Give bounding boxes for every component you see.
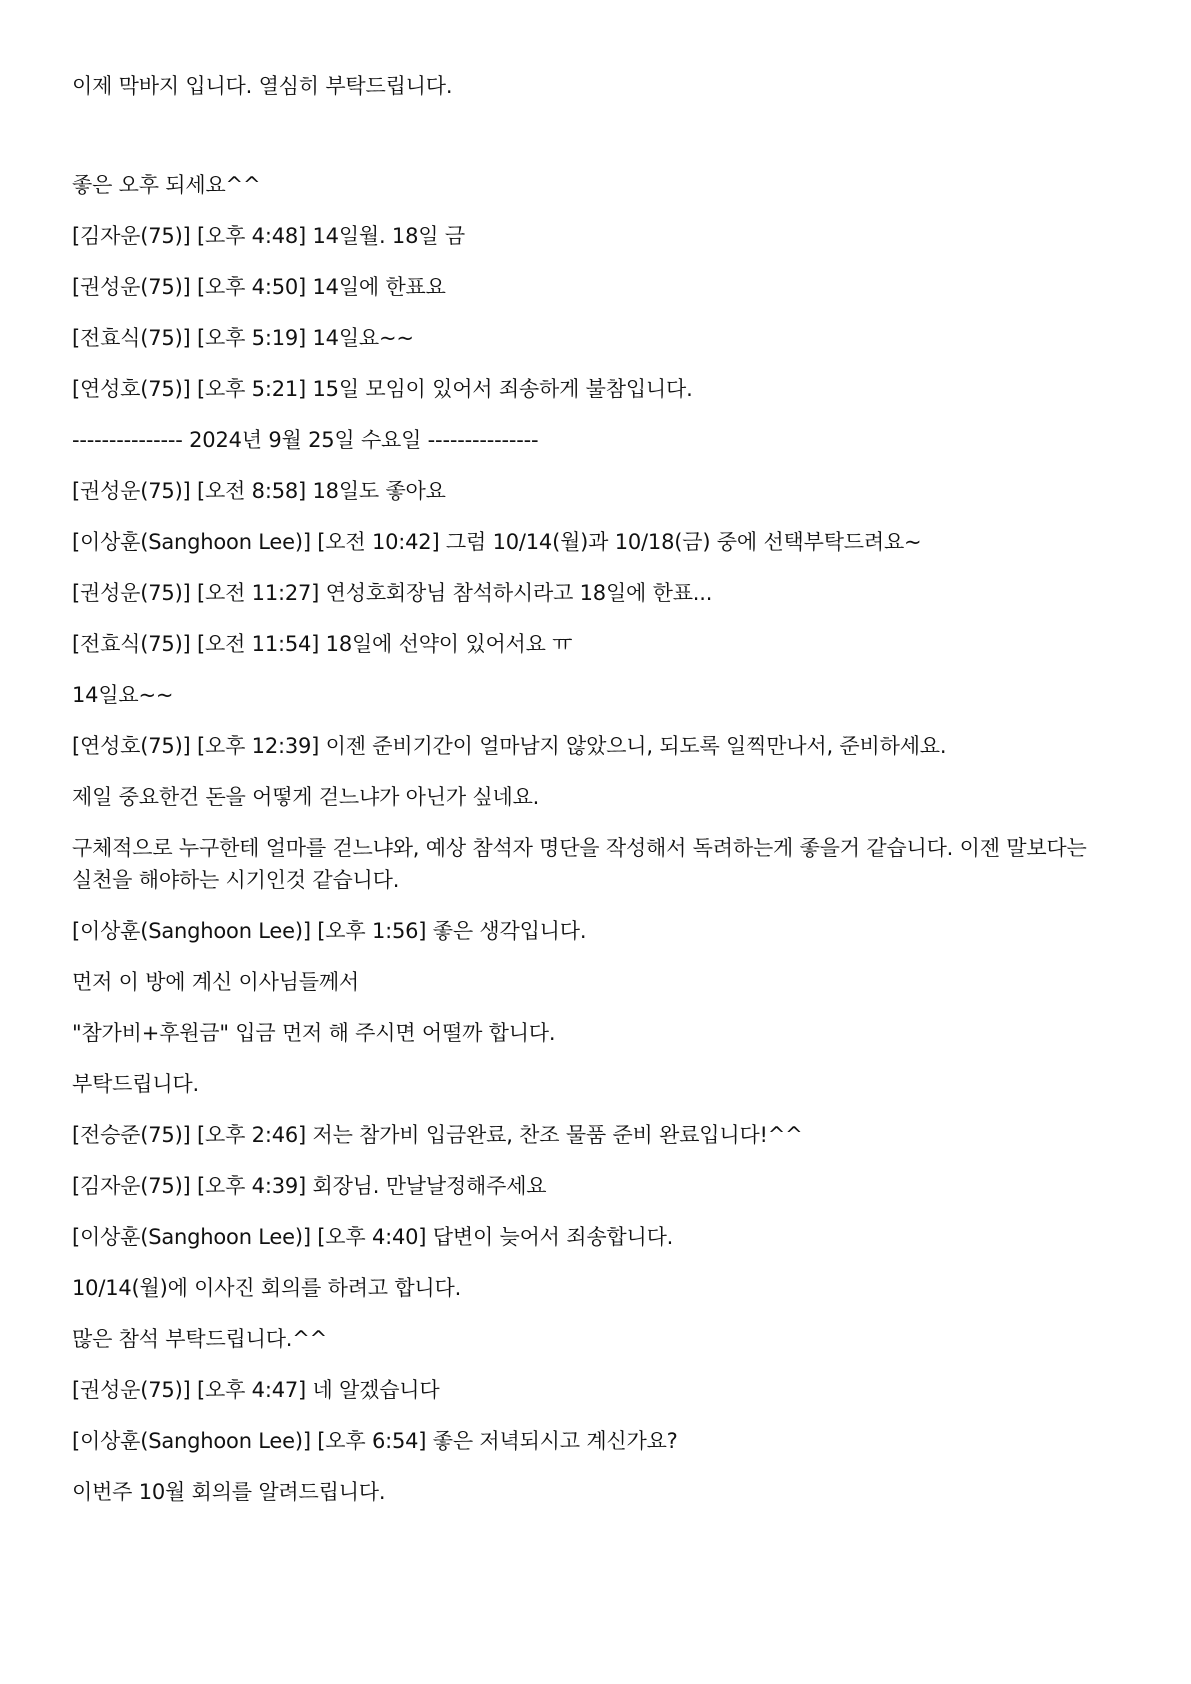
chat-line: [이상훈(Sanghoon Lee)] [오전 10:42] 그럼 10/14(월)과 10/18(금) 중에 선택부탁드려요~ xyxy=(72,530,922,554)
chat-line: 10/14(월)에 이사진 회의를 하려고 합니다. xyxy=(72,1276,462,1300)
chat-line: [권성운(75)] [오후 4:47] 네 알겠습니다 xyxy=(72,1378,440,1402)
chat-line: 구체적으로 누구한테 얼마를 걷느냐와, 예상 참석자 명단을 작성해서 독려하는게 좋을거 같습니다. 이젠 말보다는 실천을 해야하는 시기인것 같습니다. xyxy=(72,836,1094,892)
chat-line: [김자운(75)] [오후 4:48] 14일월. 18일 금 xyxy=(72,224,465,248)
chat-line: [연성호(75)] [오후 5:21] 15일 모임이 있어서 죄송하게 불참입니다. xyxy=(72,377,693,401)
chat-line: 먼저 이 방에 계신 이사님들께서 xyxy=(72,970,360,994)
chat-line: 많은 참석 부탁드립니다.^^ xyxy=(72,1327,328,1351)
chat-line: [전승준(75)] [오후 2:46] 저는 참가비 입금완료, 찬조 물품 준비 완료입니다!^^ xyxy=(72,1123,803,1147)
chat-line: 부탁드립니다. xyxy=(72,1072,199,1096)
date-separator: --------------- 2024년 9월 25일 수요일 --------------- xyxy=(72,428,539,452)
chat-line: [연성호(75)] [오후 12:39] 이젠 준비기간이 얼마남지 않았으니, 되도록 일찍만나서, 준비하세요. xyxy=(72,734,947,758)
chat-line: [전효식(75)] [오전 11:54] 18일에 선약이 있어서요 ㅠ xyxy=(72,632,573,656)
chat-log-page xyxy=(72,70,1122,1508)
chat-line: [이상훈(Sanghoon Lee)] [오후 4:40] 답변이 늦어서 죄송합니다. xyxy=(72,1225,674,1249)
chat-line: [권성운(75)] [오전 8:58] 18일도 좋아요 xyxy=(72,479,446,503)
chat-line: 제일 중요한건 돈을 어떻게 걷느냐가 아닌가 싶네요. xyxy=(72,785,540,809)
chat-line: [이상훈(Sanghoon Lee)] [오후 1:56] 좋은 생각입니다. xyxy=(72,919,587,943)
chat-line: 이번주 10월 회의를 알려드립니다. xyxy=(72,1480,386,1504)
intro-line: 이제 막바지 입니다. 열심히 부탁드립니다. xyxy=(72,74,453,98)
chat-line: [김자운(75)] [오후 4:39] 회장님. 만날날정해주세요 xyxy=(72,1174,547,1198)
chat-line: [권성운(75)] [오후 4:50] 14일에 한표요 xyxy=(72,275,446,299)
chat-line: 좋은 오후 되세요^^ xyxy=(72,173,261,197)
chat-line: "참가비+후원금" 입금 먼저 해 주시면 어떨까 합니다. xyxy=(72,1021,556,1045)
chat-line: [권성운(75)] [오전 11:27] 연성호회장님 참석하시라고 18일에 한표... xyxy=(72,581,713,605)
chat-line: [전효식(75)] [오후 5:19] 14일요~~ xyxy=(72,326,414,350)
chat-line: 14일요~~ xyxy=(72,683,174,707)
chat-line: [이상훈(Sanghoon Lee)] [오후 6:54] 좋은 저녁되시고 계신가요? xyxy=(72,1429,678,1453)
